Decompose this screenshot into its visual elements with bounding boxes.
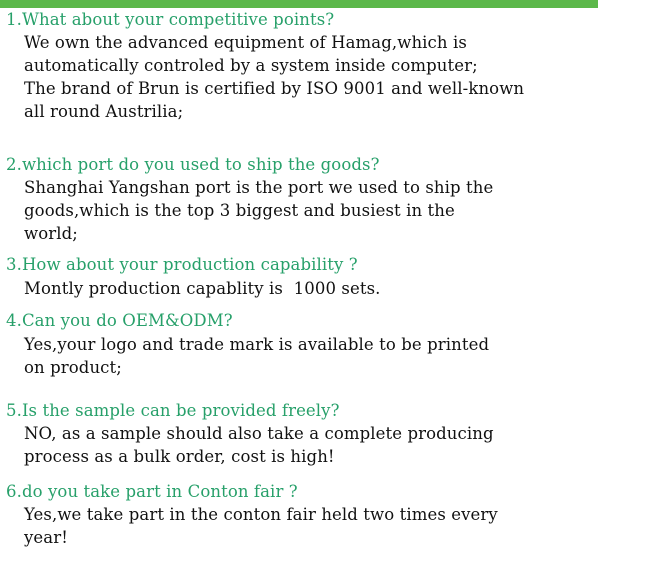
faq-answer-2-line-3: world; bbox=[24, 224, 78, 243]
faq-answer-6-line-2: year! bbox=[24, 528, 68, 547]
faq-answer-2-line-1: Shanghai Yangshan port is the port we used to ship the bbox=[24, 178, 494, 197]
faq-answer-3-line-1: Montly production capablity is 1000 sets. bbox=[24, 279, 381, 298]
faq-answer-5-line-2: process as a bulk order, cost is high! bbox=[24, 447, 335, 466]
faq-question-4: 4.Can you do OEM&ODM? bbox=[6, 311, 233, 330]
faq-answer-1-line-3: The brand of Brun is certified by ISO 9001 and well-known bbox=[24, 79, 525, 98]
faq-answer-4-line-1: Yes,your logo and trade mark is available to be printed bbox=[24, 335, 490, 354]
faq-answer-6-line-1: Yes,we take part in the conton fair held two times every bbox=[24, 505, 498, 524]
faq-answer-1-line-2: automatically controled by a system inside computer; bbox=[24, 56, 478, 75]
faq-question-2: 2.which port do you used to ship the goods? bbox=[6, 155, 380, 174]
faq-question-6: 6.do you take part in Conton fair ? bbox=[6, 482, 298, 501]
faq-question-1: 1.What about your competitive points? bbox=[6, 10, 335, 29]
faq-answer-1-line-4: all round Austrilia; bbox=[24, 102, 184, 121]
faq-answer-4-line-2: on product; bbox=[24, 358, 122, 377]
faq-answer-1-line-1: We own the advanced equipment of Hamag,which is bbox=[24, 33, 467, 52]
faq-question-3: 3.How about your production capability ? bbox=[6, 255, 358, 274]
faq-answer-2-line-2: goods,which is the top 3 biggest and busiest in the bbox=[24, 201, 455, 220]
faq-answer-5-line-1: NO, as a sample should also take a complete producing bbox=[24, 424, 494, 443]
faq-question-5: 5.Is the sample can be provided freely? bbox=[6, 401, 340, 420]
